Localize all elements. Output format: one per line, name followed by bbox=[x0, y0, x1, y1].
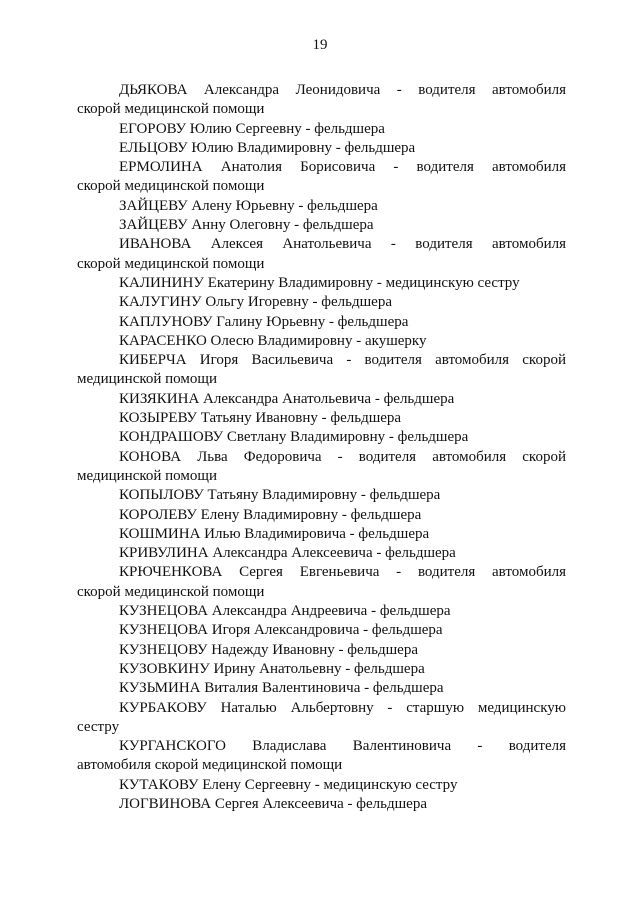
entry-line-1: КАЛИНИНУ Екатерину Владимировну - медицинскую сестру bbox=[119, 274, 520, 291]
list-item bbox=[77, 293, 566, 312]
list-item bbox=[77, 313, 566, 332]
entry-line-1: КУЗОВКИНУ Ирину Анатольевну - фельдшера bbox=[119, 660, 425, 677]
list-item bbox=[77, 563, 566, 602]
entry-line-1: КАПЛУНОВУ Галину Юрьевну - фельдшера bbox=[119, 313, 409, 330]
entry-line-1: КУРБАКОВУ Наталью Альбертовну - старшую медицинскую bbox=[119, 699, 566, 716]
entry-line-1: ЕРМОЛИНА Анатолия Борисовича - водителя автомобиля bbox=[119, 159, 566, 176]
entry-line-1: КУЗНЕЦОВУ Надежду Ивановну - фельдшера bbox=[119, 641, 418, 658]
list-item bbox=[77, 525, 566, 544]
entry-line-1: КУЗНЕЦОВА Игоря Александровича - фельдшера bbox=[119, 622, 443, 639]
entry-line-1: КОНДРАШОВУ Светлану Владимировну - фельдшера bbox=[119, 429, 469, 446]
entry-line-1: КУЗЬМИНА Виталия Валентиновича - фельдшера bbox=[119, 680, 444, 697]
entry-line-1: ЛОГВИНОВА Сергея Алексеевича - фельдшера bbox=[119, 795, 427, 812]
entry-line-2: скорой медицинской помощи bbox=[77, 178, 265, 195]
list-item bbox=[77, 641, 566, 660]
list-item bbox=[77, 409, 566, 428]
list-item bbox=[77, 486, 566, 505]
list-item bbox=[77, 621, 566, 640]
entry-line-1: КОНОВА Льва Федоровича - водителя автомобиля скорой bbox=[119, 448, 566, 465]
list-item bbox=[77, 235, 566, 274]
list-item bbox=[77, 197, 566, 216]
entry-line-2: скорой медицинской помощи bbox=[77, 255, 265, 272]
entry-line-2: автомобиля скорой медицинской помощи bbox=[77, 757, 343, 774]
list-item bbox=[77, 351, 566, 390]
list-item bbox=[77, 776, 566, 795]
entry-line-1: КУРГАНСКОГО Владислава Валентиновича - водителя bbox=[119, 738, 566, 755]
list-item bbox=[77, 660, 566, 679]
list-item bbox=[77, 158, 566, 197]
list-item bbox=[77, 120, 566, 139]
entry-line-1: ЗАЙЦЕВУ Алену Юрьевну - фельдшера bbox=[119, 197, 378, 214]
entry-line-1: КУТАКОВУ Елену Сергеевну - медицинскую сестру bbox=[119, 776, 458, 793]
entry-line-2: медицинской помощи bbox=[77, 467, 217, 484]
entry-line-1: ЗАЙЦЕВУ Анну Олеговну - фельдшера bbox=[119, 217, 374, 234]
entry-line-1: КОЗЫРЕВУ Татьяну Ивановну - фельдшера bbox=[119, 410, 402, 427]
entry-line-1: ЕГОРОВУ Юлию Сергеевну - фельдшера bbox=[119, 120, 385, 137]
list-item bbox=[77, 216, 566, 235]
list-item bbox=[77, 699, 566, 738]
list-item bbox=[77, 506, 566, 525]
list-item bbox=[77, 139, 566, 158]
page-number: 19 bbox=[312, 37, 328, 53]
entry-line-1: КРЮЧЕНКОВА Сергея Евгеньевича - водителя автомобиля bbox=[119, 564, 566, 581]
entry-line-2: скорой медицинской помощи bbox=[77, 101, 265, 118]
entry-line-1: КИЗЯКИНА Александра Анатольевича - фельдшера bbox=[119, 390, 455, 407]
entry-line-1: КОШМИНА Илью Владимировича - фельдшера bbox=[119, 525, 430, 542]
list-item bbox=[77, 679, 566, 698]
list-item bbox=[77, 544, 566, 563]
entry-line-1: ИВАНОВА Алексея Анатольевича - водителя автомобиля bbox=[119, 236, 566, 253]
list-item bbox=[77, 81, 566, 120]
list-item bbox=[77, 448, 566, 487]
entry-line-1: КУЗНЕЦОВА Александра Андреевича - фельдшера bbox=[119, 603, 451, 620]
entry-line-1: КИБЕРЧА Игоря Васильевича - водителя автомобиля скорой bbox=[119, 352, 566, 369]
entry-line-1: КАРАСЕНКО Олесю Владимировну - акушерку bbox=[119, 332, 427, 349]
entries-list bbox=[77, 81, 566, 814]
entry-line-2: скорой медицинской помощи bbox=[77, 583, 265, 600]
list-item bbox=[77, 428, 566, 447]
entry-line-1: ЕЛЬЦОВУ Юлию Владимировну - фельдшера bbox=[119, 139, 416, 156]
entry-line-1: КРИВУЛИНА Александра Алексеевича - фельдшера bbox=[119, 545, 456, 562]
entry-line-1: КАЛУГИНУ Ольгу Игоревну - фельдшера bbox=[119, 294, 392, 311]
list-item bbox=[77, 274, 566, 293]
list-item bbox=[77, 602, 566, 621]
entry-line-1: ДЬЯКОВА Александра Леонидовича - водителя автомобиля bbox=[119, 82, 566, 98]
entry-line-1: КОПЫЛОВУ Татьяну Владимировну - фельдшера bbox=[119, 487, 441, 504]
entry-line-2: сестру bbox=[77, 718, 120, 735]
entry-line-2: медицинской помощи bbox=[77, 371, 217, 388]
list-item bbox=[77, 737, 566, 776]
list-item bbox=[77, 795, 566, 814]
list-item bbox=[77, 332, 566, 351]
entry-line-1: КОРОЛЕВУ Елену Владимировну - фельдшера bbox=[119, 506, 422, 523]
list-item bbox=[77, 390, 566, 409]
